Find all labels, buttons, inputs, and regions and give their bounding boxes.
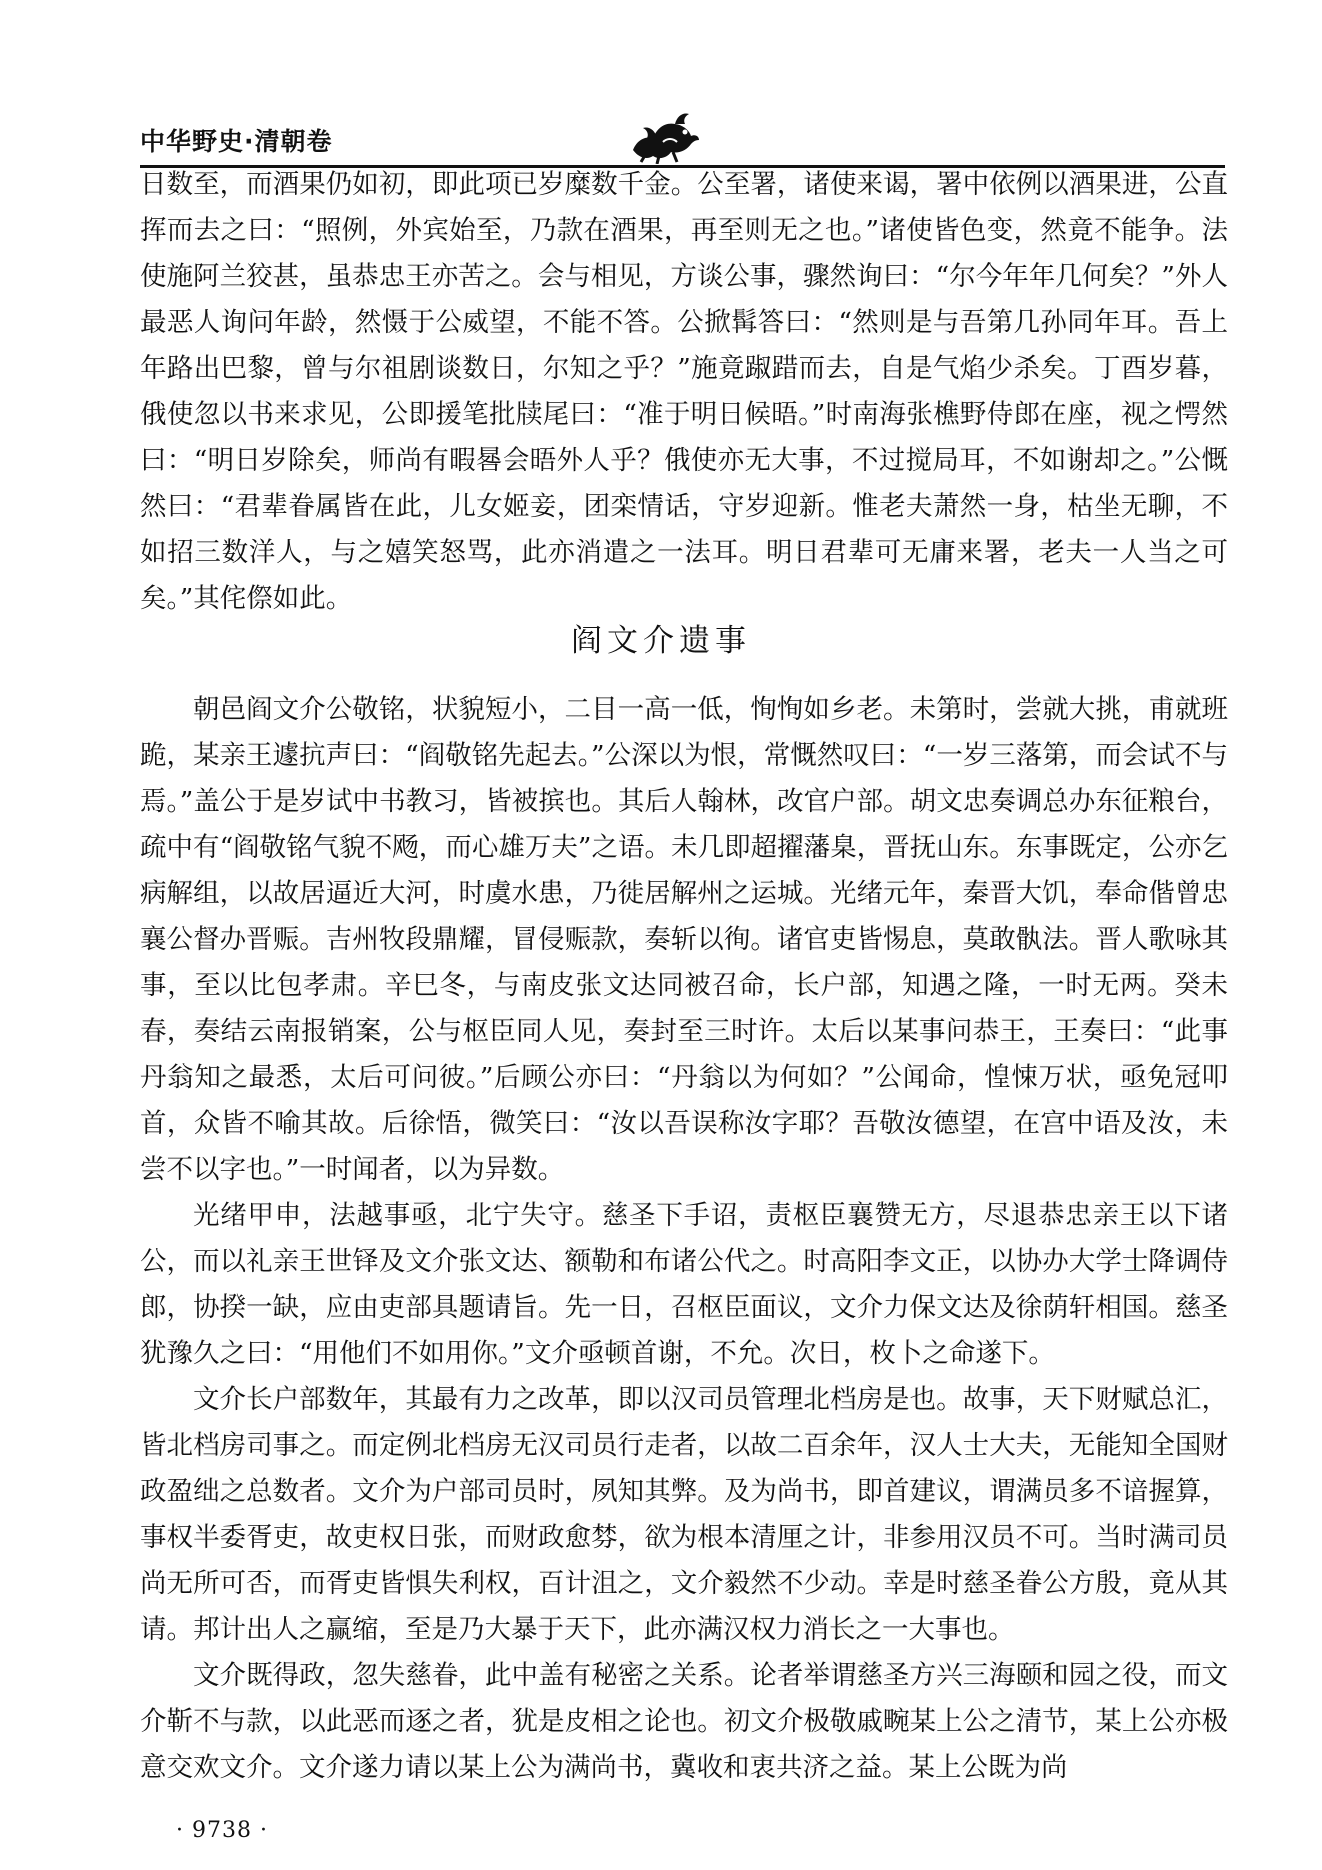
continued-passage [140, 162, 1228, 622]
dragon-icon [627, 104, 703, 164]
paragraph: 文介既得政，忽失慈眷，此中盖有秘密之关系。论者举谓慈圣方兴三海颐和园之役，而文介靳不与款，以此恶而逐之者，犹是皮相之论也。初文介极敬戚畹某上公之清节，某上公亦极意交欢文介。文介遂力请以某上公为满尚书，冀收和衷共济之益。某上公既为尚 [140, 1660, 1228, 1783]
running-header [140, 112, 1225, 157]
page-number: · 9738 · [176, 1818, 268, 1843]
paragraph: 文介长户部数年，其最有力之改革，即以汉司员管理北档房是也。故事，天下财赋总汇，皆北档房司事之。而定例北档房无汉司员行走者，以故二百余年，汉人士大夫，无能知全国财政盈绌之总数者。文介为户部司员时，夙知其弊。及为尚书，即首建议，谓满员多不谙握算，事权半委胥吏，故吏权日张，而财政愈棼，欲为根本清厘之计，非参用汉员不可。当时满司员尚无所可否，而胥吏皆惧失利权，百计沮之，文介毅然不少动。幸是时慈圣眷公方殷，竟从其请。邦计出人之赢缩，至是乃大暴于天下，此亦满汉权力消长之一大事也。 [140, 1384, 1228, 1645]
paragraph: 日数至，而酒果仍如初，即此项已岁糜数千金。公至署，诸使来谒，署中依例以酒果进，公直挥而去之曰：“照例，外宾始至，乃款在酒果，再至则无之也。”诸使皆色变，然竟不能争。法使施阿兰狡甚，虽恭忠王亦苦之。会与相见，方谈公事，骤然询曰：“尔今年年几何矣？”外人最恶人询问年龄，然慑于公威望，不能不答。公掀髯答曰：“然则是与吾第几孙同年耳。吾上年路出巴黎，曾与尔祖剧谈数日，尔知之乎？”施竟踧踖而去，自是气焰少杀矣。丁酉岁暮，俄使忽以书来求见，公即援笔批牍尾曰：“准于明日候晤。”时南海张樵野侍郎在座，视之愕然曰：“明日岁除矣，师尚有暇晷会晤外人乎？俄使亦无大事，不过搅局耳，不如谢却之。”公慨然曰：“君辈眷属皆在此，儿女姬妾，团栾情话，守岁迎新。惟老夫萧然一身，枯坐无聊，不如招三数洋人，与之嬉笑怒骂，此亦消遣之一法耳。明日君辈可无庸来署，老夫一人当之可矣。”其侘傺如此。 [140, 169, 1228, 614]
section-title: 阎文介遗事 [571, 623, 751, 659]
paragraph: 光绪甲申，法越事亟，北宁失守。慈圣下手诏，责枢臣襄赞无方，尽退恭忠亲王以下诸公，而以礼亲王世铎及文介张文达、额勒和布诸公代之。时高阳李文正，以协办大学士降调侍郎，协揆一缺，应由吏部具题请旨。先一日，召枢臣面议，文介力保文达及徐荫轩相国。慈圣犹豫久之曰：“用他们不如用你。”文介亟顿首谢，不允。次日，枚卜之命遂下。 [140, 1200, 1228, 1369]
book-title: 中华野史·清朝卷 [140, 127, 333, 156]
paragraph: 朝邑阎文介公敬铭，状貌短小，二目一高一低，恂恂如乡老。未第时，尝就大挑，甫就班跪，某亲王遽抗声曰：“阎敬铭先起去。”公深以为恨，常慨然叹曰：“一岁三落第，而会试不与焉。”盖公于是岁试中书教习，皆被摈也。其后人翰林，改官户部。胡文忠奏调总办东征粮台，疏中有“阎敬铭气貌不飏，而心雄万夫”之语。未几即超擢藩臬，晋抚山东。东事既定，公亦乞病解组，以故居逼近大河，时虞水患，乃徙居解州之运城。光绪元年，秦晋大饥，奉命偕曾忠襄公督办晋赈。吉州牧段鼎耀，冒侵赈款，奏斩以徇。诸官吏皆惕息，莫敢骫法。晋人歌咏其事，至以比包孝肃。辛巳冬，与南皮张文达同被召命，长户部，知遇之隆，一时无两。癸未春，奏结云南报销案，公与枢臣同人见，奏封至三时许。太后以某事问恭王，王奏曰：“此事丹翁知之最悉，太后可问彼。”后顾公亦曰：“丹翁以为何如？”公闻命，惶悚万状，亟免冠叩首，众皆不喻其故。后徐悟，微笑曰：“汝以吾误称汝字耶？吾敬汝德望，在宫中语及汝，未尝不以字也。”一时闻者，以为异数。 [140, 694, 1228, 1185]
section-body [140, 687, 1228, 1791]
